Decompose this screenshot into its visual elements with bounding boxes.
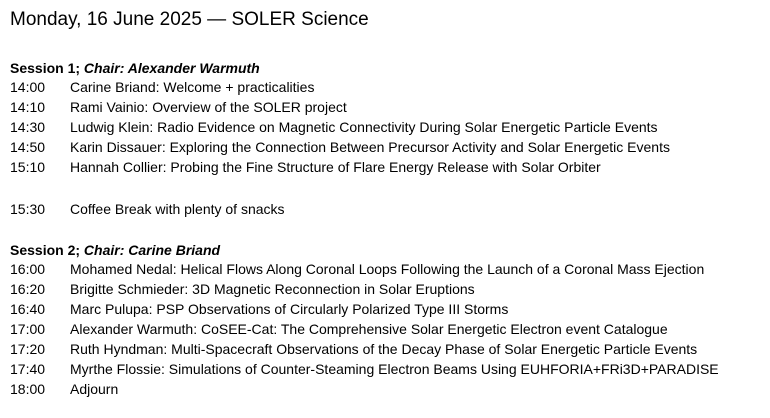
agenda-time: 16:00 [10, 261, 46, 277]
agenda-time: 14:00 [10, 79, 46, 95]
agenda-time: 17:20 [10, 341, 46, 357]
agenda-row [10, 77, 314, 97]
agenda-row [10, 379, 118, 399]
agenda-item-text: Myrthe Flossie: Simulations of Counter-Steaming Electron Beams Using EUHFORIA+FRi3D+PARADISE [70, 361, 719, 377]
agenda-item-text: Hannah Collier: Probing the Fine Structure of Flare Energy Release with Solar Orbiter [70, 159, 601, 175]
agenda-item-text: Ruth Hyndman: Multi-Spacecraft Observations of the Decay Phase of Solar Energetic Particle Events [70, 341, 698, 357]
agenda-row [10, 259, 704, 279]
agenda-row [10, 97, 347, 117]
agenda-item-text: Alexander Warmuth: CoSEE-Cat: The Comprehensive Solar Energetic Electron event Catalogue [70, 321, 668, 337]
agenda-item-text: Ludwig Klein: Radio Evidence on Magnetic Connectivity During Solar Energetic Particle Events [70, 119, 658, 135]
agenda-row [10, 157, 601, 177]
agenda-time: 17:00 [10, 321, 46, 337]
agenda-row [10, 359, 719, 379]
agenda-time: 18:00 [10, 381, 46, 397]
agenda-time: 14:10 [10, 99, 46, 115]
agenda-item-text: Brigitte Schmieder: 3D Magnetic Reconnection in Solar Eruptions [70, 281, 475, 297]
session-2-label: Session 2; [10, 242, 81, 258]
agenda-row [10, 299, 508, 319]
agenda-time: 16:20 [10, 281, 46, 297]
break-time: 15:30 [10, 201, 46, 217]
agenda-item-text: Karin Dissauer: Exploring the Connection Between Precursor Activity and Solar Energetic Events [70, 139, 670, 155]
agenda-time: 17:40 [10, 361, 46, 377]
break-text: Coffee Break with plenty of snacks [70, 201, 285, 217]
agenda-item-text: Adjourn [70, 381, 119, 397]
agenda-row [10, 339, 697, 359]
session-1-heading [10, 59, 260, 77]
session-2-chair: Chair: Carine Briand [83, 242, 221, 258]
session-1-chair: Chair: Alexander Warmuth [83, 60, 260, 76]
page-title: Monday, 16 June 2025 — SOLER Science [10, 9, 369, 30]
agenda-time: 14:50 [10, 139, 46, 155]
agenda-row [10, 137, 670, 157]
agenda-item-text: Carine Briand: Welcome + practicalities [70, 79, 315, 95]
agenda-row [10, 117, 658, 137]
agenda-row [10, 279, 475, 299]
agenda-time: 15:10 [10, 159, 46, 175]
agenda-time: 14:30 [10, 119, 46, 135]
agenda-item-text: Marc Pulupa: PSP Observations of Circularly Polarized Type III Storms [70, 301, 509, 317]
agenda-item-text: Rami Vainio: Overview of the SOLER project [70, 99, 347, 115]
agenda-time: 16:40 [10, 301, 46, 317]
agenda-item-text: Mohamed Nedal: Helical Flows Along Coronal Loops Following the Launch of a Coronal Mass Ejection [70, 261, 705, 277]
session-1-label: Session 1; [10, 60, 81, 76]
agenda-row [10, 319, 668, 339]
session-2-heading [10, 241, 220, 259]
break-row [10, 199, 285, 219]
